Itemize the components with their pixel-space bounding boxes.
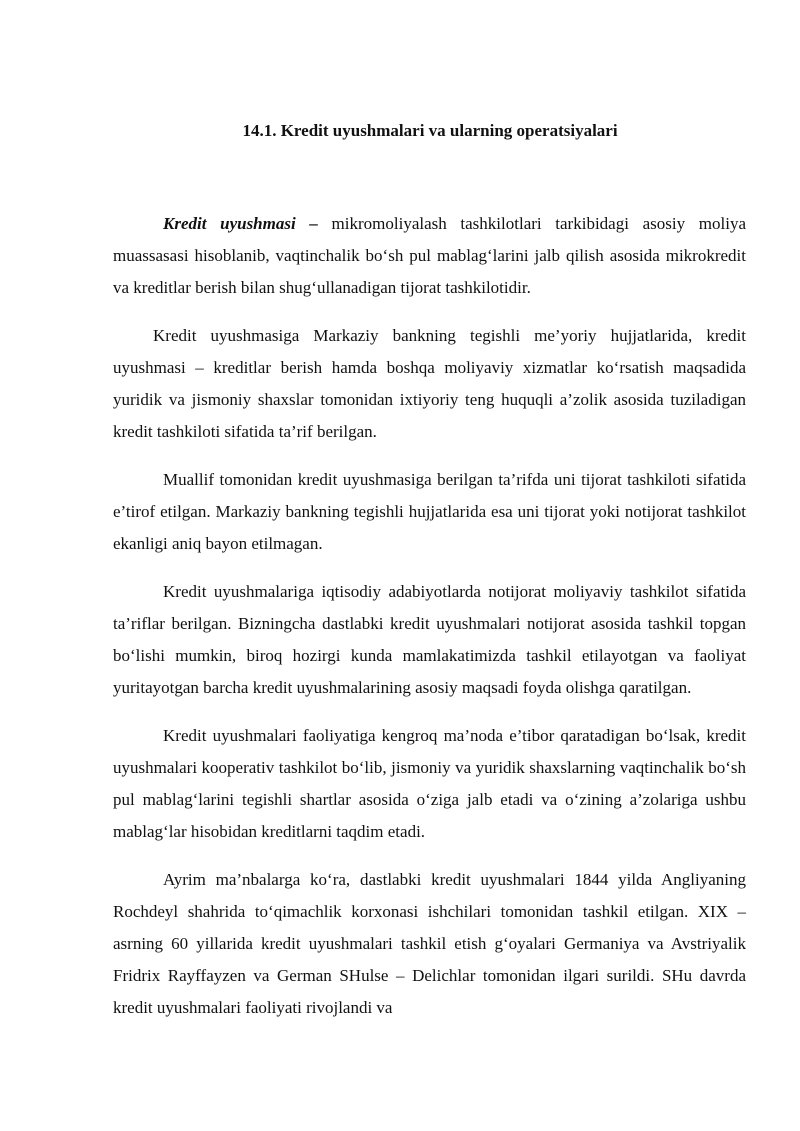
paragraph-2: Kredit uyushmasiga Markaziy bankning tegishli me’yoriy hujjatlarida, kredit uyushmasi – kreditlar berish hamda boshqa moliyaviy xizmatlar ko‘rsatish maqsadida yuridik va jismoniy shaxslar tomonidan ixtiyoriy teng huquqli a’zolik asosida tuziladigan kredit tashkiloti sifatida ta’rif berilgan. [113,326,746,441]
paragraph-3: Muallif tomonidan kredit uyushmasiga berilgan ta’rifda uni tijorat tashkiloti sifatida e’tirof etilgan. Markaziy bankning tegishli hujjatlarida esa uni tijorat yoki notijorat tashkilot ekanligi aniq bayon etilmagan. [113,470,746,553]
section-heading [0,121,800,141]
paragraph-5: Kredit uyushmalari faoliyatiga kengroq ma’noda e’tibor qaratadigan bo‘lsak, kredit uyushmalari kooperativ tashkilot bo‘lib, jismoniy va yuridik shaxslarning vaqtinchalik bo‘sh pul mablag‘larini tegishli shartlar asosida o‘ziga jalb etadi va o‘zining a’zolariga ushbu mablag‘lar hisobidan kreditlarni taqdim etadi. [113,726,746,841]
document-body [113,208,746,1040]
paragraph-4: Kredit uyushmalariga iqtisodiy adabiyotlarda notijorat moliyaviy tashkilot sifatida ta’riflar berilgan. Bizningcha dastlabki kredit uyushmalari notijorat asosida tashkil topgan bo‘lishi mumkin, biroq hozirgi kunda mamlakatimizda tashkil etilayotgan va faoliyat yuritayotgan barcha kredit uyushmalarining asosiy maqsadi foyda olishga qaratilgan. [113,582,746,697]
paragraph-1 [113,208,746,304]
section-heading-text: 14.1. Kredit uyushmalari va ularning operatsiyalari [242,121,618,140]
defined-term: Kredit uyushmasi – [163,214,318,233]
paragraph-6: Ayrim ma’nbalarga ko‘ra, dastlabki kredit uyushmalari 1844 yilda Angliyaning Rochdeyl shahrida to‘qimachlik korxonasi ishchilari tomonidan tashkil etilgan. XIX – asrning 60 yillarida kredit uyushmalari tashkil etish g‘oyalari Germaniya va Avstriyalik Fridrix Rayffayzen va German SHulse – Delichlar tomonidan ilgari surildi. SHu davrda kredit uyushmalari faoliyati rivojlandi va [113,870,746,1017]
paragraph-1-text: mikromoliyalash tashkilotlari tarkibidagi asosiy moliya muassasasi hisoblanib, vaqtinchalik bo‘sh pul mablag‘larini jalb qilish asosida mikrokredit va kreditlar berish bilan shug‘ullanadigan tijorat tashkilotidir. [113,214,746,297]
